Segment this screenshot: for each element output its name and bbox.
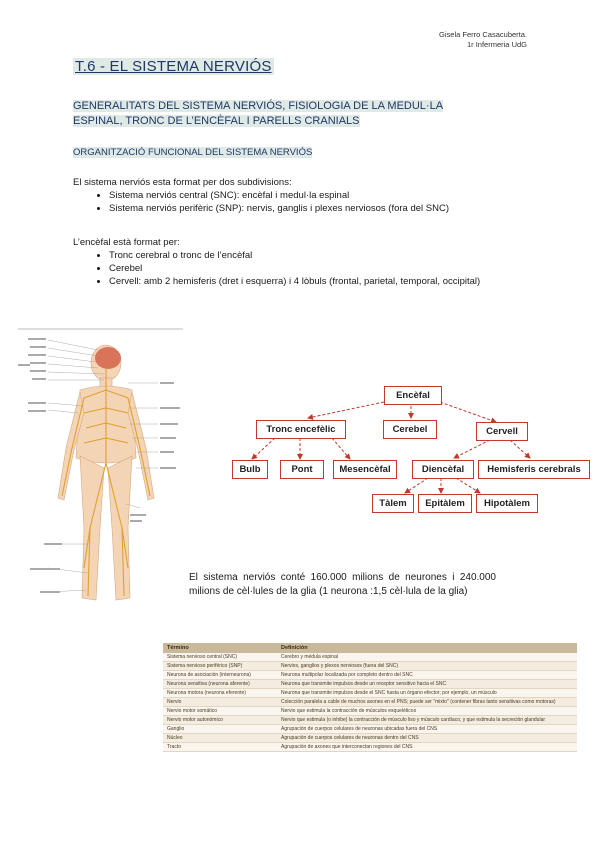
table-row xyxy=(163,725,577,734)
table-row xyxy=(163,743,577,752)
table-header: Definición xyxy=(277,643,577,653)
table-header: Término xyxy=(163,643,277,653)
box-epitalem: Epitàlem xyxy=(418,494,472,513)
box-encefal: Encèfal xyxy=(384,386,442,405)
box-pont: Pont xyxy=(280,460,324,479)
table-row xyxy=(163,698,577,707)
term-cell: Nervio xyxy=(163,698,277,707)
table-header-row xyxy=(163,643,577,653)
encefal-list xyxy=(73,249,539,288)
definition-cell: Agrupación de cuerpos celulares de neuronas dentro del CNS xyxy=(277,734,577,743)
definition-cell: Neurona que transmite impulsos desde el SNC hasta un órgano efector; por ejemplo, un músculo xyxy=(277,689,577,698)
brain-icon xyxy=(95,347,121,369)
term-cell: Neurona motora (neurona eferente) xyxy=(163,689,277,698)
section-heading-text: ORGANITZACIÓ FUNCIONAL DEL SISTEMA NERVIÓS xyxy=(73,147,313,158)
table-row xyxy=(163,716,577,725)
term-cell: Sistema nervioso periférico (SNP) xyxy=(163,662,277,671)
box-diencefal: Diencèfal xyxy=(412,460,474,479)
author-course: 1r Infermeria UdG xyxy=(466,40,527,49)
box-bulb: Bulb xyxy=(232,460,268,479)
definition-cell: Nervio que estimula (o inhibe) la contracción de músculo liso y músculo cardíaco, y que estimula la secreción glandular xyxy=(277,716,577,725)
term-cell: Neurona de asociación (interneurona) xyxy=(163,671,277,680)
box-cervell: Cervell xyxy=(476,422,528,441)
list-item: • Tronc cerebral o tronc de l’encèfal xyxy=(109,249,539,262)
term-cell: Núcleo xyxy=(163,734,277,743)
section-heading xyxy=(73,147,312,158)
list-item: • Cervell: amb 2 hemisferis (dret i esquerra) i 4 lòbuls (frontal, parietal, temporal, occipital) xyxy=(109,275,539,288)
definition-cell: Colección paralela a cable de muchos axones en el PNS; puede ser "mixto" (contener fibras tanto sensitivas como motoras) xyxy=(277,698,577,707)
list-item: • Sistema nerviós central (SNC): encèfal i medul·la espinal xyxy=(109,189,569,202)
nervous-system-figure xyxy=(18,328,183,618)
box-cerebel: Cerebel xyxy=(383,420,437,439)
definition-cell: Agrupación de axones que interconectan regiones del CNS xyxy=(277,743,577,752)
definition-cell: Nervios, ganglios y plexos nerviosos (fuera del SNC) xyxy=(277,662,577,671)
table-row xyxy=(163,671,577,680)
box-tronc-encefalic: Tronc encefèlic xyxy=(256,420,346,439)
definition-cell: Agrupación de cuerpos celulares de neuronas ubicadas fuera del CNS xyxy=(277,725,577,734)
list-item: • Cerebel xyxy=(109,262,539,275)
terms-table xyxy=(163,643,577,752)
box-hipotalem: Hipotàlem xyxy=(476,494,538,513)
table-row xyxy=(163,707,577,716)
box-mesencefal: Mesencèfal xyxy=(333,460,397,479)
subdivisions-list xyxy=(73,189,569,215)
author-block xyxy=(439,30,527,50)
neurons-paragraph: El sistema nerviós conté 160.000 milions de neurones i 240.000 milions de cèl·lules de la glia (1 neurona :1,5 cèl·lula de la glia) xyxy=(189,572,496,597)
encefal-diagram xyxy=(200,380,595,520)
term-cell: Nervio motor autonómico xyxy=(163,716,277,725)
human-body-illustration xyxy=(18,328,183,618)
table-row xyxy=(163,734,577,743)
term-cell: Ganglio xyxy=(163,725,277,734)
list-item: • Sistema nerviós perifèric (SNP): nervis, ganglis i plexes nerviosos (fora del SNC) xyxy=(109,202,569,215)
term-cell: Tracto xyxy=(163,743,277,752)
box-talem: Tàlem xyxy=(372,494,414,513)
page-title: T.6 - EL SISTEMA NERVIÓS xyxy=(75,58,272,75)
term-cell: Neurona sensitiva (neurona aferente) xyxy=(163,680,277,689)
table-row xyxy=(163,689,577,698)
definition-cell: Neurona que transmite impulsos desde un receptor sensitivo hacia el SNC xyxy=(277,680,577,689)
intro-encefal: L’encèfal està format per: xyxy=(73,237,180,248)
term-cell: Nervio motor somático xyxy=(163,707,277,716)
subtitle xyxy=(73,99,493,129)
term-cell: Sistema nervioso central (SNC) xyxy=(163,653,277,662)
subtitle-text: GENERALITATS DEL SISTEMA NERVIÓS, FISIOLOGIA DE LA MEDUL·LA ESPINAL, TRONC DE L’ENCÈFAL I PARELLS CRANIALS xyxy=(73,100,444,127)
table-row xyxy=(163,653,577,662)
definition-cell: Cerebro y médula espinal xyxy=(277,653,577,662)
definition-cell: Neurona multipolar localizada por completo dentro del SNC xyxy=(277,671,577,680)
author-name: Gisela Ferro Casacuberta. xyxy=(439,30,527,39)
table-row xyxy=(163,680,577,689)
intro-subdivisions: El sistema nerviós esta format per dos subdivisions: xyxy=(73,177,292,188)
definition-cell: Nervio que estimula la contracción de músculos esqueléticos xyxy=(277,707,577,716)
table-row xyxy=(163,662,577,671)
box-hemisferis-cerebrals: Hemisferis cerebrals xyxy=(478,460,590,479)
